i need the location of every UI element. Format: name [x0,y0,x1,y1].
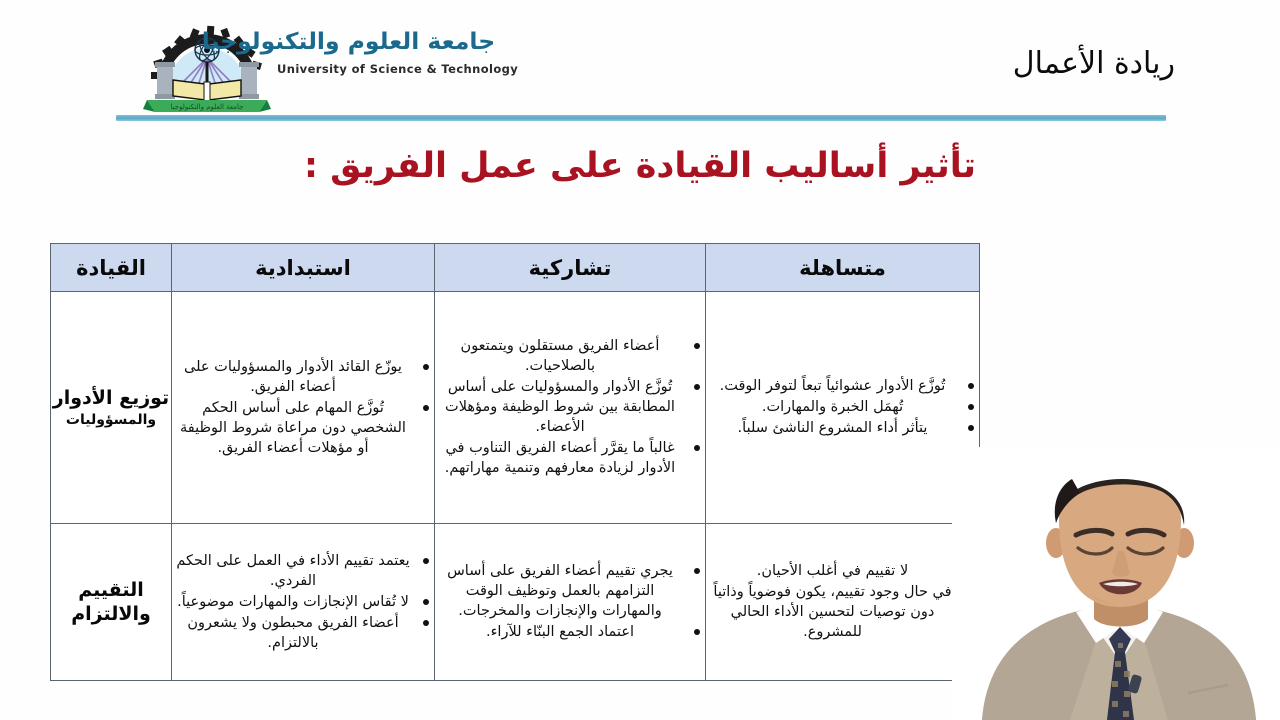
university-name-arabic: جامعة العلوم والتكنولوجيا [201,29,496,55]
list-item: لا تُقاس الإنجازات والمهارات موضوعياً. [172,592,414,612]
table-header-row [51,244,980,292]
list-item: تُوزَّع الأدوار عشوائياً تبعاً لتوفر الوقت. [706,376,959,396]
column-header-permissive: متساهلة [706,244,980,292]
column-header-participative: تشاركية [435,244,706,292]
cell-evaluation-participative [435,524,706,681]
cell-evaluation-permissive [706,524,980,681]
university-name-block [201,29,519,110]
university-logo [143,12,519,112]
bullet-list [435,561,705,642]
list-item: أعضاء الفريق مستقلون ويتمتعون بالصلاحيات. [435,336,685,376]
bullet-list [435,336,705,478]
table-row [51,524,980,681]
cell-roles-participative [435,292,706,524]
list-item: تُوزَّع الأدوار والمسؤوليات على أساس المطابقة بين شروط الوظيفة ومؤهلات الأعضاء. [435,377,685,437]
list-item: يعتمد تقييم الأداء في العمل على الحكم الفردي. [172,551,414,591]
column-header-autocratic: استبدادية [172,244,435,292]
list-item: في حال وجود تقييم، يكون فوضوياً وذاتياً دون توصيات لتحسين الأداء الحالي للمشروع. [706,582,959,642]
row-label-main: التقييم [78,578,144,601]
leadership-styles-table [50,243,980,681]
list-item: غالباً ما يقرَّر أعضاء الفريق التناوب في الأدوار لزيادة معارفهم وتنمية مهاراتهم. [435,438,685,478]
list-item: يجري تقييم أعضاء الفريق على أساس التزامهم بالعمل وتوظيف الوقت والمهارات والإنجازات والمخرجات. [435,561,685,621]
header-divider-rule [116,115,1166,121]
column-header-leadership: القيادة [51,244,172,292]
list-item: تُهمَل الخبرة والمهارات. [706,397,959,417]
list-item: تُوزَّع المهام على أساس الحكم الشخصي دون مراعاة شروط الوظيفة أو مؤهلات أعضاء الفريق. [172,398,414,458]
university-crest-icon [143,12,271,112]
list-item: اعتماد الجمع البنّاء للآراء. [435,622,685,642]
list-item: أعضاء الفريق محبطون ولا يشعرون بالالتزام. [172,613,414,653]
bullet-list [172,551,434,653]
cell-evaluation-autocratic [172,524,435,681]
course-title: ريادة الأعمال [1012,46,1175,81]
page-title: تأثير أساليب القيادة على عمل الفريق : [303,146,977,186]
row-label-roles [51,292,172,524]
svg-text:جامعة العلوم والتكنولوجيا: جامعة العلوم والتكنولوجيا [170,103,244,111]
presenter-video-overlay [952,447,1280,720]
row-label-evaluation [51,524,172,681]
row-label-sub: والالتزام [71,603,151,625]
list-item: لا تقييم في أغلب الأحيان. [706,561,959,581]
list-item: يوزّع القائد الأدوار والمسؤوليات على أعضاء الفريق. [172,357,414,397]
bullet-list [172,357,434,458]
table-row [51,292,980,524]
cell-roles-permissive [706,292,980,524]
row-label-sub: والمسؤوليات [65,411,157,428]
list-item: يتأثر أداء المشروع الناشئ سلباً. [706,418,959,438]
cell-roles-autocratic [172,292,435,524]
bullet-list [706,561,979,642]
row-label-main: توزيع الأدوار [52,387,170,410]
university-name-english: University of Science & Technology [277,62,519,77]
bullet-list [706,376,979,438]
slide-header [0,0,1280,128]
